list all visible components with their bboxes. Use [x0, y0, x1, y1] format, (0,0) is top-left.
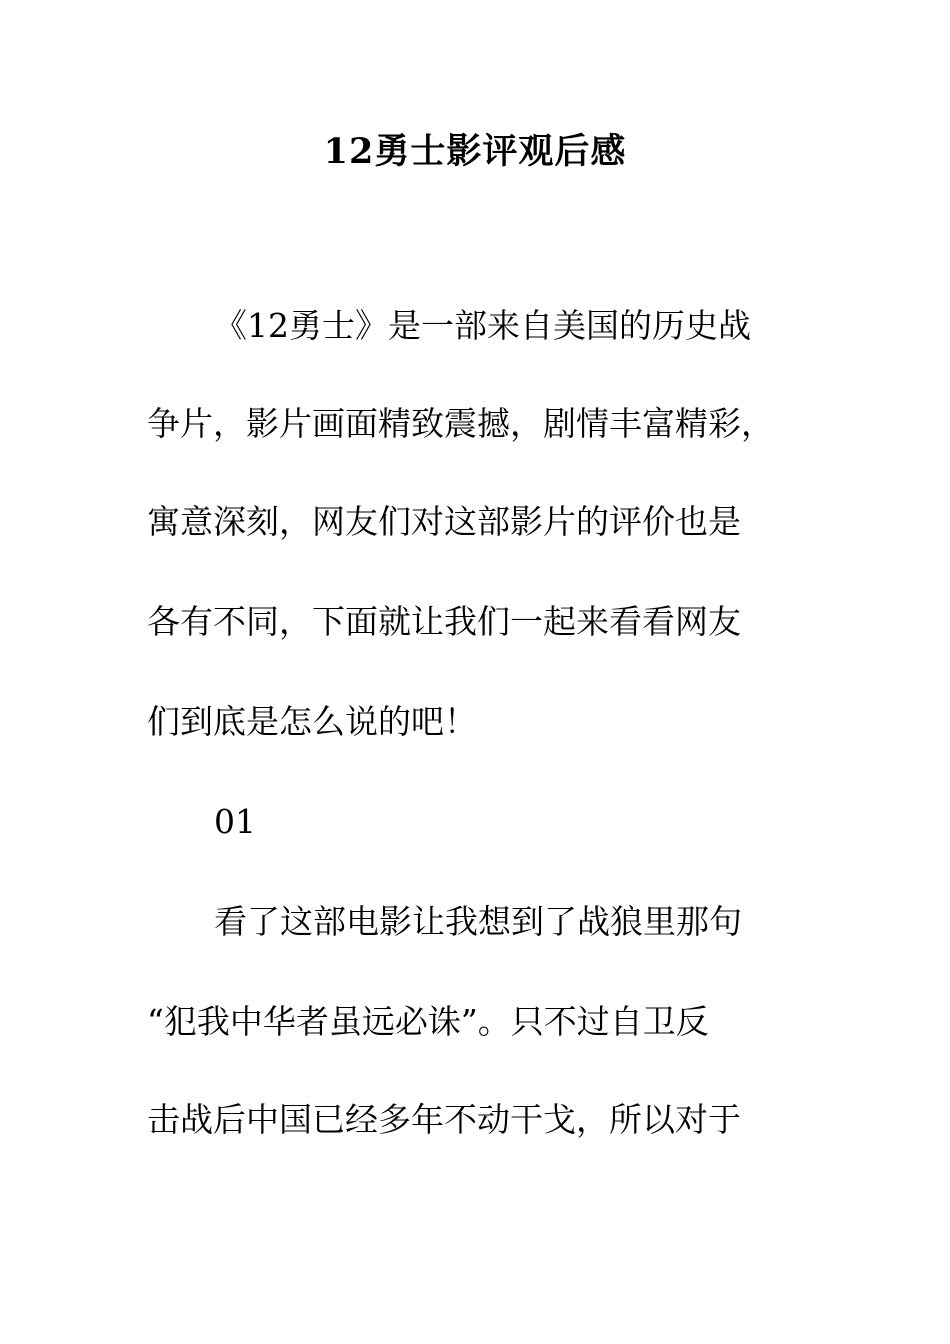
section-number: 01 — [214, 802, 256, 841]
paragraph-line: 争片，影片画面精致震撼，剧情丰富精彩， — [147, 404, 774, 443]
paragraph-line: 们到底是怎么说的吧！ — [147, 702, 477, 741]
paragraph-line: “犯我中华者虽远必诛”。只不过自卫反 — [147, 1002, 709, 1041]
paragraph-line: 《12勇士》是一部来自美国的历史战 — [214, 306, 751, 345]
paragraph-line: 寓意深刻，网友们对这部影片的评价也是 — [147, 502, 741, 541]
paragraph-line: 击战后中国已经多年不动干戈，所以对于 — [147, 1100, 741, 1139]
document-title: 12勇士影评观后感 — [323, 131, 627, 172]
paragraph-line: 各有不同，下面就让我们一起来看看网友 — [147, 602, 741, 641]
paragraph-line: 看了这部电影让我想到了战狼里那句 — [214, 902, 742, 941]
